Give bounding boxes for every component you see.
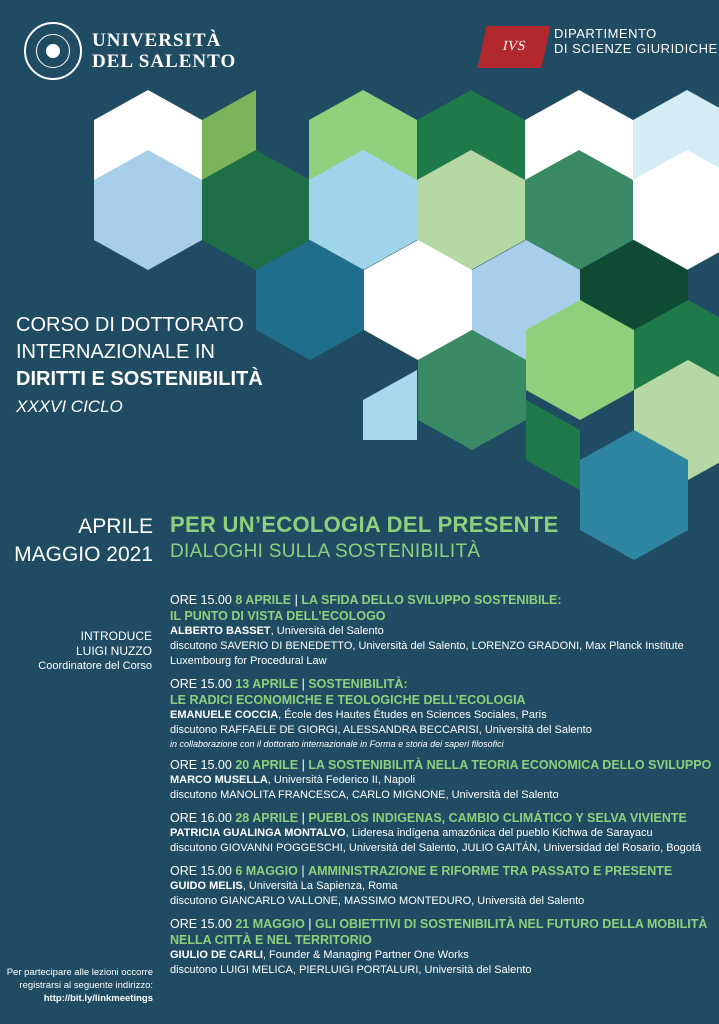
university-logo[interactable] [24,22,236,80]
registration-info: Per partecipare alle lezioni occorre registrarsi al seguente indirizzo: http://bit.ly/linkmeetings [6,967,153,1004]
list-item: ORE 15.00 8 APRILE | LA SFIDA DELLO SVILUPPO SOSTENIBILE: IL PUNTO DI VISTA DELL’ECOLOGO ALBERTO BASSET, Università del Salento discutono SAVERIO DI BENEDETTO, Università del Salento, LORENZO GRADONI, Max Planck Institute Luxembourg for Procedural Law [170,593,684,667]
course-title: CORSO DI DOTTORATO INTERNAZIONALE IN DIRITTI E SOSTENIBILITÀ XXXVI CICLO [16,314,263,416]
department-logo[interactable] [482,26,718,68]
series-title: PER UN’ECOLOGIA DEL PRESENTE DIALOGHI SULLA SOSTENIBILITÀ [170,512,559,562]
university-name: UNIVERSITÀ DEL SALENTO [92,30,237,72]
registration-link[interactable]: http://bit.ly/linkmeetings [43,993,153,1004]
event-period: APRILE MAGGIO 2021 [14,515,153,566]
list-item: ORE 15.00 13 APRILE | SOSTENIBILITÀ: LE RADICI ECONOMICHE E TEOLOGICHE DELL’ECOLOGIA EMANUELE COCCIA, École des Hautes Études en Sciences Sociales, Paris discutono RAFFAELE DE GIORGI, ALESSANDRA BECCARISI, Università del Salento in collaborazione con il dottorato internazionale in Forma e storia dei saperi filosofici [170,677,592,749]
introduction: INTRODUCE LUIGI NUZZO Coordinatore del Corso [38,629,152,672]
department-name: DIPARTIMENTO DI SCIENZE GIURIDICHE [554,26,718,56]
list-item: ORE 15.00 20 APRILE | LA SOSTENIBILITÀ NELLA TEORIA ECONOMICA DELLO SVILUPPO MARCO MUSELLA, Università Federico II, Napoli discutono MANOLITA FRANCESCA, CARLO MIGNONE, Università del Salento [170,758,712,801]
department-badge-icon: IVS [478,26,551,68]
list-item: ORE 15.00 6 MAGGIO | AMMINISTRAZIONE E RIFORME TRA PASSATO E PRESENTE GUIDO MELIS, Università La Sapienza, Roma discutono GIANCARLO VALLONE, MASSIMO MONTEDURO, Università del Salento [170,864,673,907]
event-list [170,592,715,985]
university-seal-icon [24,22,82,80]
list-item: ORE 16.00 28 APRILE | PUEBLOS INDIGENAS, CAMBIO CLIMÁTICO Y SELVA VIVIENTE PATRICIA GUALINGA MONTALVO, Lideresa indígena amazónica del pueblo Kichwa de Sarayacu discutono GIOVANNI POGGESCHI, Università del Salento, JULIO GAITÁN, Universidad del Rosario, Bogotá [170,811,702,854]
hexagon [363,370,417,440]
list-item: ORE 15.00 21 MAGGIO | GLI OBIETTIVI DI SOSTENIBILITÀ NEL FUTURO DELLA MOBILITÀ NELLA CITTÀ E NEL TERRITORIO GIULIO DE CARLI, Founder & Managing Partner One Works discutono LUIGI MELICA, PIERLUIGI PORTALURI, Università del Salento [170,917,708,976]
